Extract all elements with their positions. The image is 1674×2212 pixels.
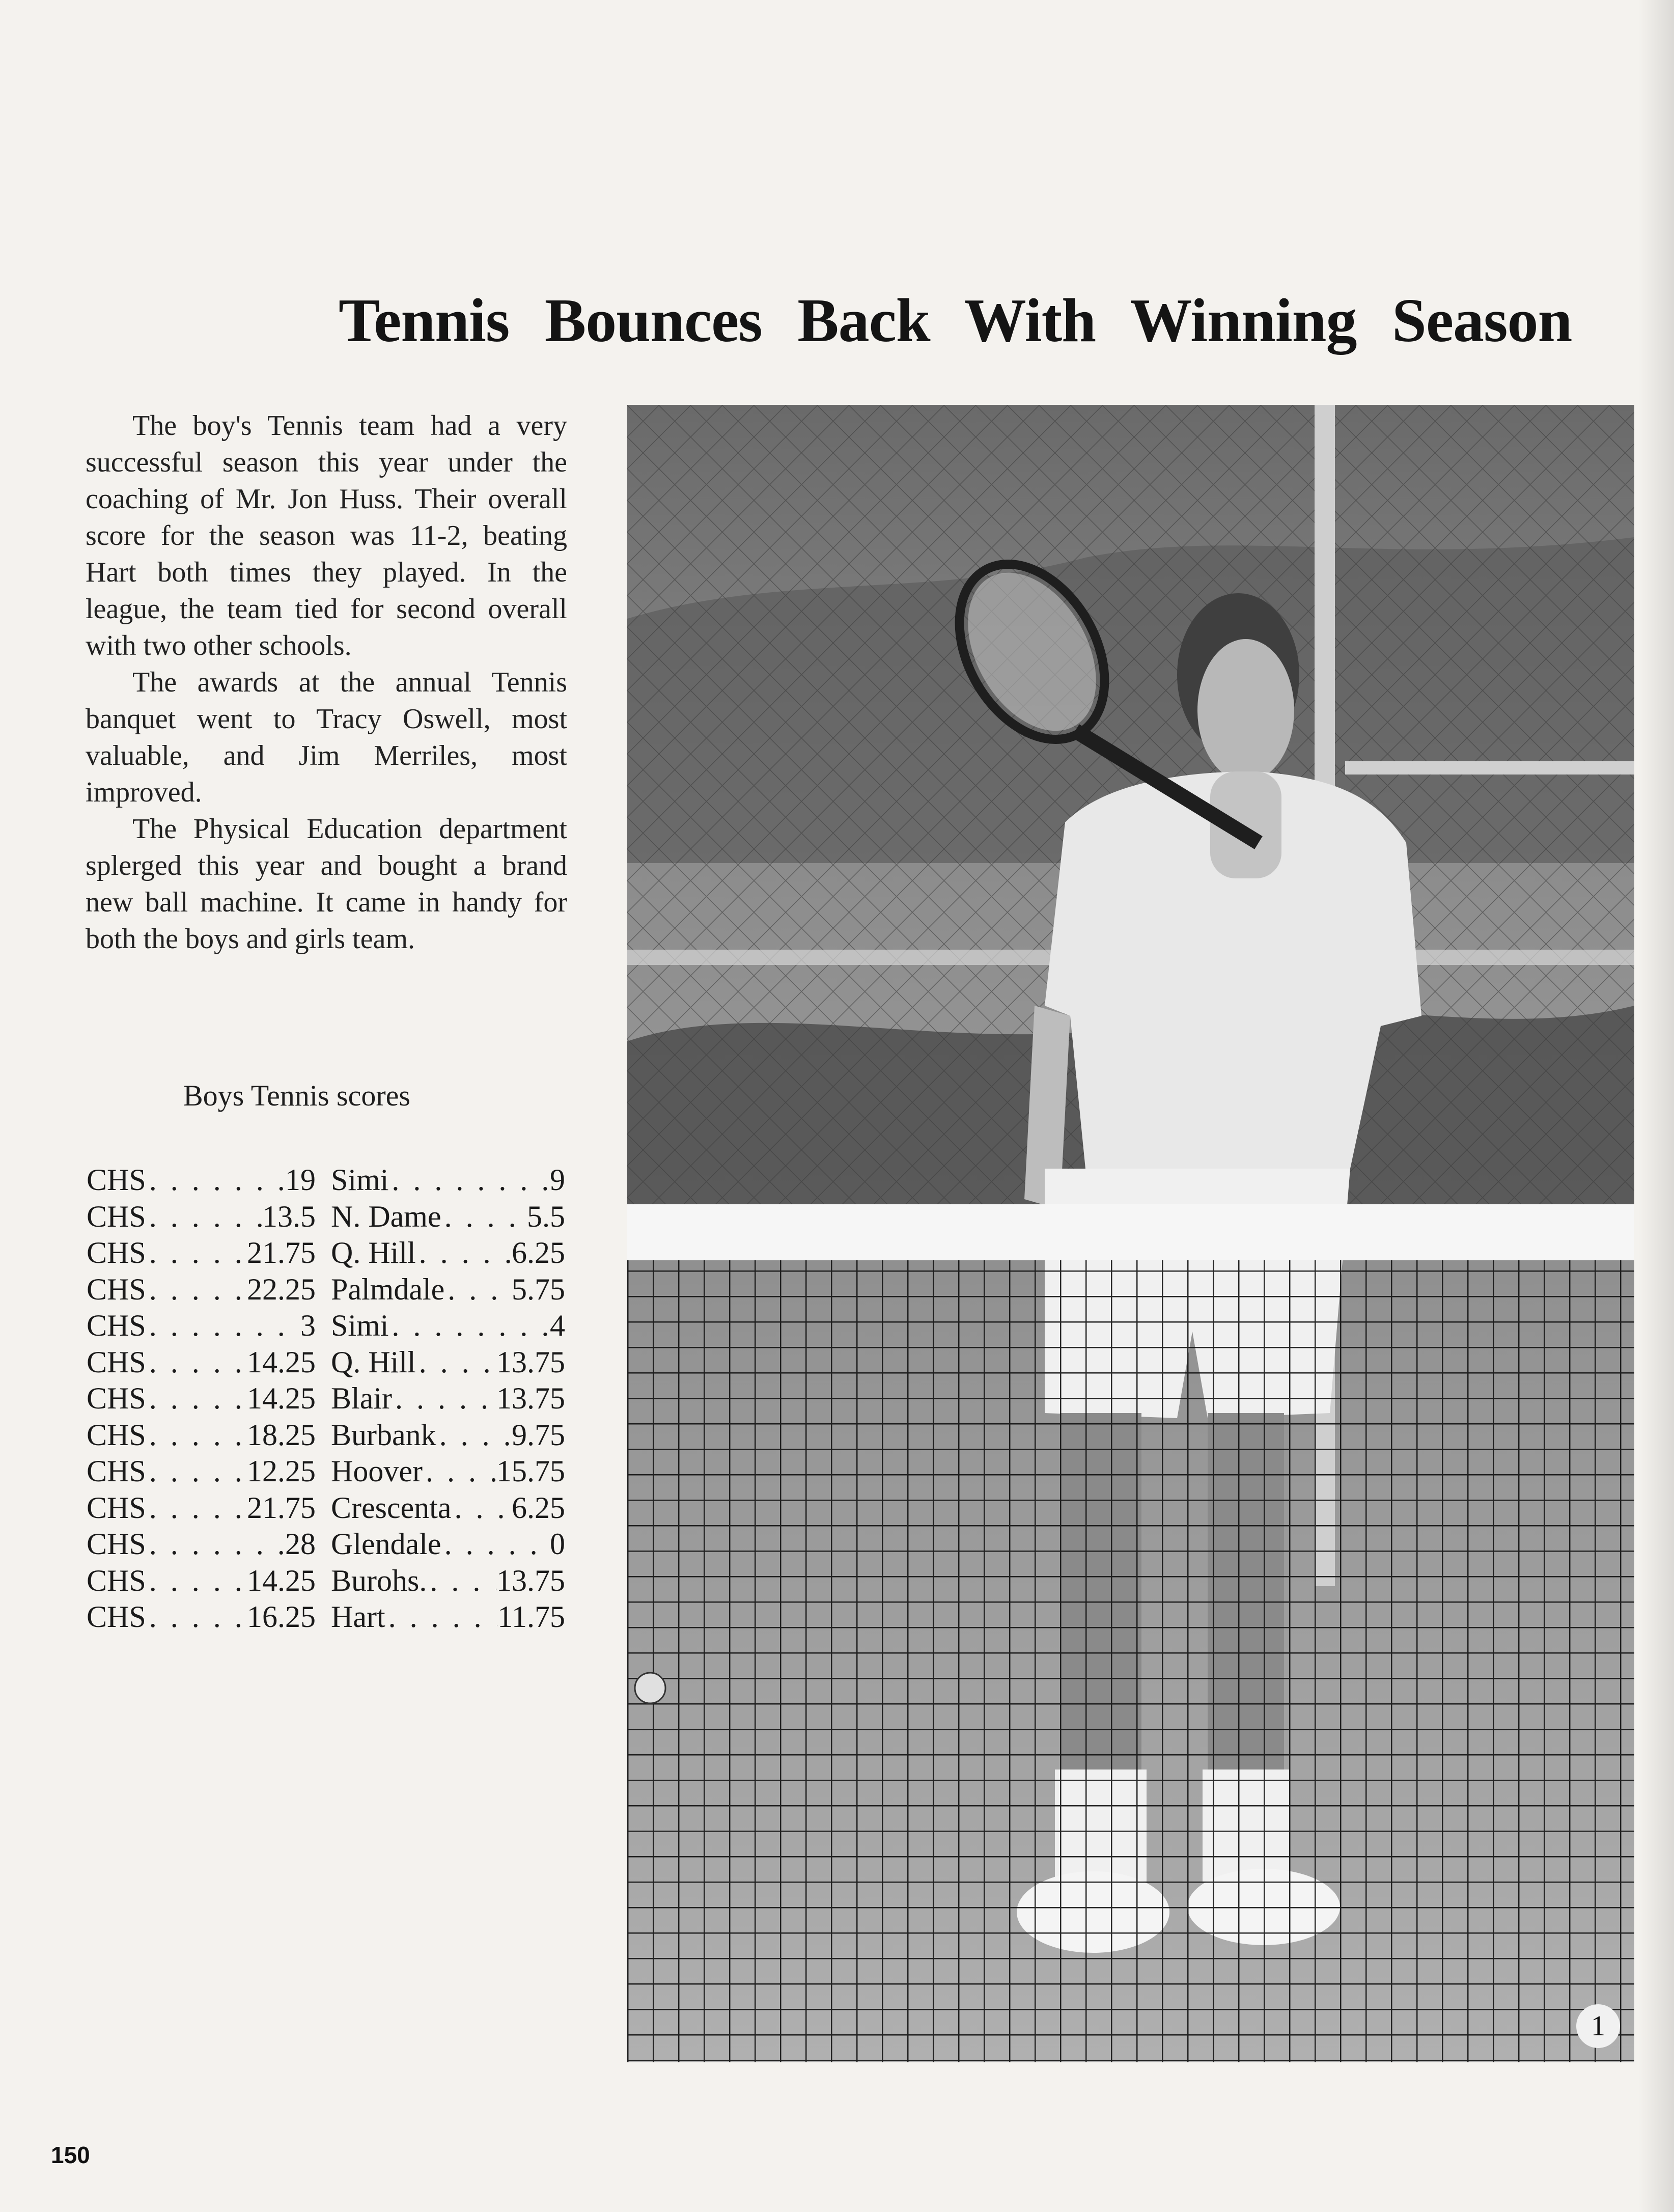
- opponent-points: 13.75: [496, 1345, 565, 1379]
- leader-dots: [146, 1563, 247, 1599]
- opponent-team: Palmdale: [331, 1272, 445, 1306]
- leader-dots: [146, 1344, 247, 1381]
- photo-number-badge: 1: [1576, 2004, 1620, 2048]
- opponent-score-cell: [331, 1199, 565, 1235]
- home-score-cell: [87, 1453, 316, 1490]
- leader-dots: [385, 1599, 498, 1636]
- leader-dots: [452, 1490, 512, 1527]
- home-score-cell: [87, 1490, 316, 1527]
- leader-dots: [146, 1271, 247, 1308]
- opponent-team: Hoover: [331, 1454, 423, 1488]
- home-points: 16.25: [247, 1600, 316, 1634]
- opponent-score-cell: [331, 1380, 565, 1417]
- article-paragraph: The awards at the annual Tennis banquet went to Tracy Oswell, most valuable, and Jim Merriles, most improved.: [86, 667, 567, 808]
- score-row: [87, 1308, 565, 1344]
- leader-dots: [146, 1490, 247, 1527]
- home-points: 12.25: [247, 1454, 316, 1488]
- home-score-cell: [87, 1417, 316, 1454]
- leader-dots: [416, 1344, 496, 1381]
- opponent-points: 9: [550, 1163, 565, 1197]
- headline: Tennis Bounces Back With Winning Season: [339, 286, 1572, 355]
- page-number: 150: [51, 2142, 90, 2168]
- home-points: 21.75: [247, 1490, 316, 1525]
- opponent-team: Simi: [331, 1309, 389, 1342]
- opponent-team: Glendale: [331, 1527, 441, 1561]
- opponent-team: Hart: [331, 1600, 385, 1634]
- leader-dots: [416, 1235, 512, 1271]
- leader-dots: [427, 1563, 496, 1599]
- home-points: 19: [285, 1163, 316, 1197]
- home-score-cell: [87, 1599, 316, 1636]
- opponent-score-cell: [331, 1526, 565, 1563]
- leader-dots: [388, 1308, 550, 1344]
- opponent-team: Burbank: [331, 1418, 436, 1452]
- leader-dots: [436, 1417, 512, 1454]
- opponent-score-cell: [331, 1308, 565, 1344]
- leader-dots: [423, 1453, 496, 1490]
- home-team: CHS: [87, 1527, 146, 1561]
- leader-dots: [146, 1526, 285, 1563]
- home-score-cell: [87, 1308, 316, 1344]
- home-team: CHS: [87, 1600, 146, 1634]
- opponent-score-cell: [331, 1490, 565, 1527]
- home-team: CHS: [87, 1236, 146, 1269]
- home-score-cell: [87, 1271, 316, 1308]
- leader-dots: [146, 1599, 247, 1636]
- page-edge-shadow: [1638, 0, 1674, 2212]
- score-row: [87, 1563, 565, 1599]
- opponent-points: 9.75: [512, 1418, 565, 1452]
- home-score-cell: [87, 1526, 316, 1563]
- home-team: CHS: [87, 1490, 146, 1525]
- photo-illustration: [627, 405, 1634, 2062]
- article-paragraph: The boy's Tennis team had a very successful season this year under the coaching of Mr. Jon Huss. Their overall score for the season was 11-2, beating Hart both times they played. In the league, the team tied for second overall with two other schools.: [86, 410, 567, 661]
- score-row: [87, 1599, 565, 1636]
- opponent-points: 5.75: [512, 1272, 565, 1306]
- home-score-cell: [87, 1344, 316, 1381]
- opponent-score-cell: [331, 1271, 565, 1308]
- opponent-team: Q. Hill: [331, 1236, 416, 1269]
- tennis-player-photo: [627, 405, 1634, 2062]
- opponent-team: Blair: [331, 1381, 392, 1415]
- leader-dots: [444, 1271, 512, 1308]
- leader-dots: [392, 1380, 496, 1417]
- home-team: CHS: [87, 1418, 146, 1452]
- leader-dots: [146, 1453, 247, 1490]
- home-points: 14.25: [247, 1345, 316, 1379]
- home-points: 18.25: [247, 1418, 316, 1452]
- opponent-points: 4: [550, 1309, 565, 1342]
- home-score-cell: [87, 1199, 316, 1235]
- home-score-cell: [87, 1162, 316, 1199]
- home-team: CHS: [87, 1272, 146, 1306]
- score-row: [87, 1380, 565, 1417]
- leader-dots: [146, 1235, 247, 1271]
- opponent-score-cell: [331, 1235, 565, 1271]
- score-row: [87, 1490, 565, 1527]
- opponent-team: Crescenta: [331, 1490, 452, 1525]
- opponent-score-cell: [331, 1563, 565, 1599]
- score-row: [87, 1417, 565, 1454]
- opponent-score-cell: [331, 1453, 565, 1490]
- home-score-cell: [87, 1235, 316, 1271]
- home-team: CHS: [87, 1345, 146, 1379]
- opponent-score-cell: [331, 1344, 565, 1381]
- home-team: CHS: [87, 1199, 146, 1233]
- score-row: [87, 1344, 565, 1381]
- home-score-cell: [87, 1380, 316, 1417]
- opponent-points: 15.75: [496, 1454, 565, 1488]
- home-team: CHS: [87, 1563, 146, 1597]
- home-score-cell: [87, 1563, 316, 1599]
- opponent-team: N. Dame: [331, 1199, 441, 1233]
- score-row: [87, 1162, 565, 1199]
- leader-dots: [146, 1417, 247, 1454]
- score-row: [87, 1199, 565, 1235]
- opponent-points: 5.5: [527, 1199, 565, 1233]
- home-team: CHS: [87, 1454, 146, 1488]
- home-team: CHS: [87, 1309, 146, 1342]
- opponent-team: Simi: [331, 1163, 389, 1197]
- leader-dots: [146, 1308, 300, 1344]
- home-points: 21.75: [247, 1236, 316, 1269]
- opponent-score-cell: [331, 1417, 565, 1454]
- leader-dots: [146, 1162, 285, 1199]
- opponent-points: 6.25: [512, 1236, 565, 1269]
- home-points: 22.25: [247, 1272, 316, 1306]
- leader-dots: [441, 1199, 527, 1235]
- home-points: 13.5: [262, 1199, 316, 1233]
- opponent-score-cell: [331, 1162, 565, 1199]
- article-paragraph: The Physical Education department splerged this year and bought a brand new ball machine. It came in handy for both the boys and girls team.: [86, 813, 567, 955]
- article-body: [86, 407, 567, 957]
- scores-title: Boys Tennis scores: [183, 1079, 410, 1112]
- opponent-team: Burohs.: [331, 1563, 427, 1597]
- home-points: 14.25: [247, 1381, 316, 1415]
- score-row: [87, 1235, 565, 1271]
- home-team: CHS: [87, 1381, 146, 1415]
- leader-dots: [146, 1199, 262, 1235]
- leader-dots: [388, 1162, 550, 1199]
- opponent-points: 11.75: [497, 1600, 565, 1634]
- opponent-team: Q. Hill: [331, 1345, 416, 1379]
- home-points: 28: [285, 1527, 316, 1561]
- scores-table: [87, 1162, 565, 1636]
- opponent-score-cell: [331, 1599, 565, 1636]
- leader-dots: [441, 1526, 550, 1563]
- opponent-points: 6.25: [512, 1490, 565, 1525]
- opponent-points: 13.75: [496, 1563, 565, 1597]
- score-row: [87, 1526, 565, 1563]
- opponent-points: 0: [550, 1527, 565, 1561]
- leader-dots: [146, 1380, 247, 1417]
- home-points: 3: [300, 1309, 316, 1342]
- score-row: [87, 1453, 565, 1490]
- home-team: CHS: [87, 1163, 146, 1197]
- opponent-points: 13.75: [496, 1381, 565, 1415]
- score-row: [87, 1271, 565, 1308]
- home-points: 14.25: [247, 1563, 316, 1597]
